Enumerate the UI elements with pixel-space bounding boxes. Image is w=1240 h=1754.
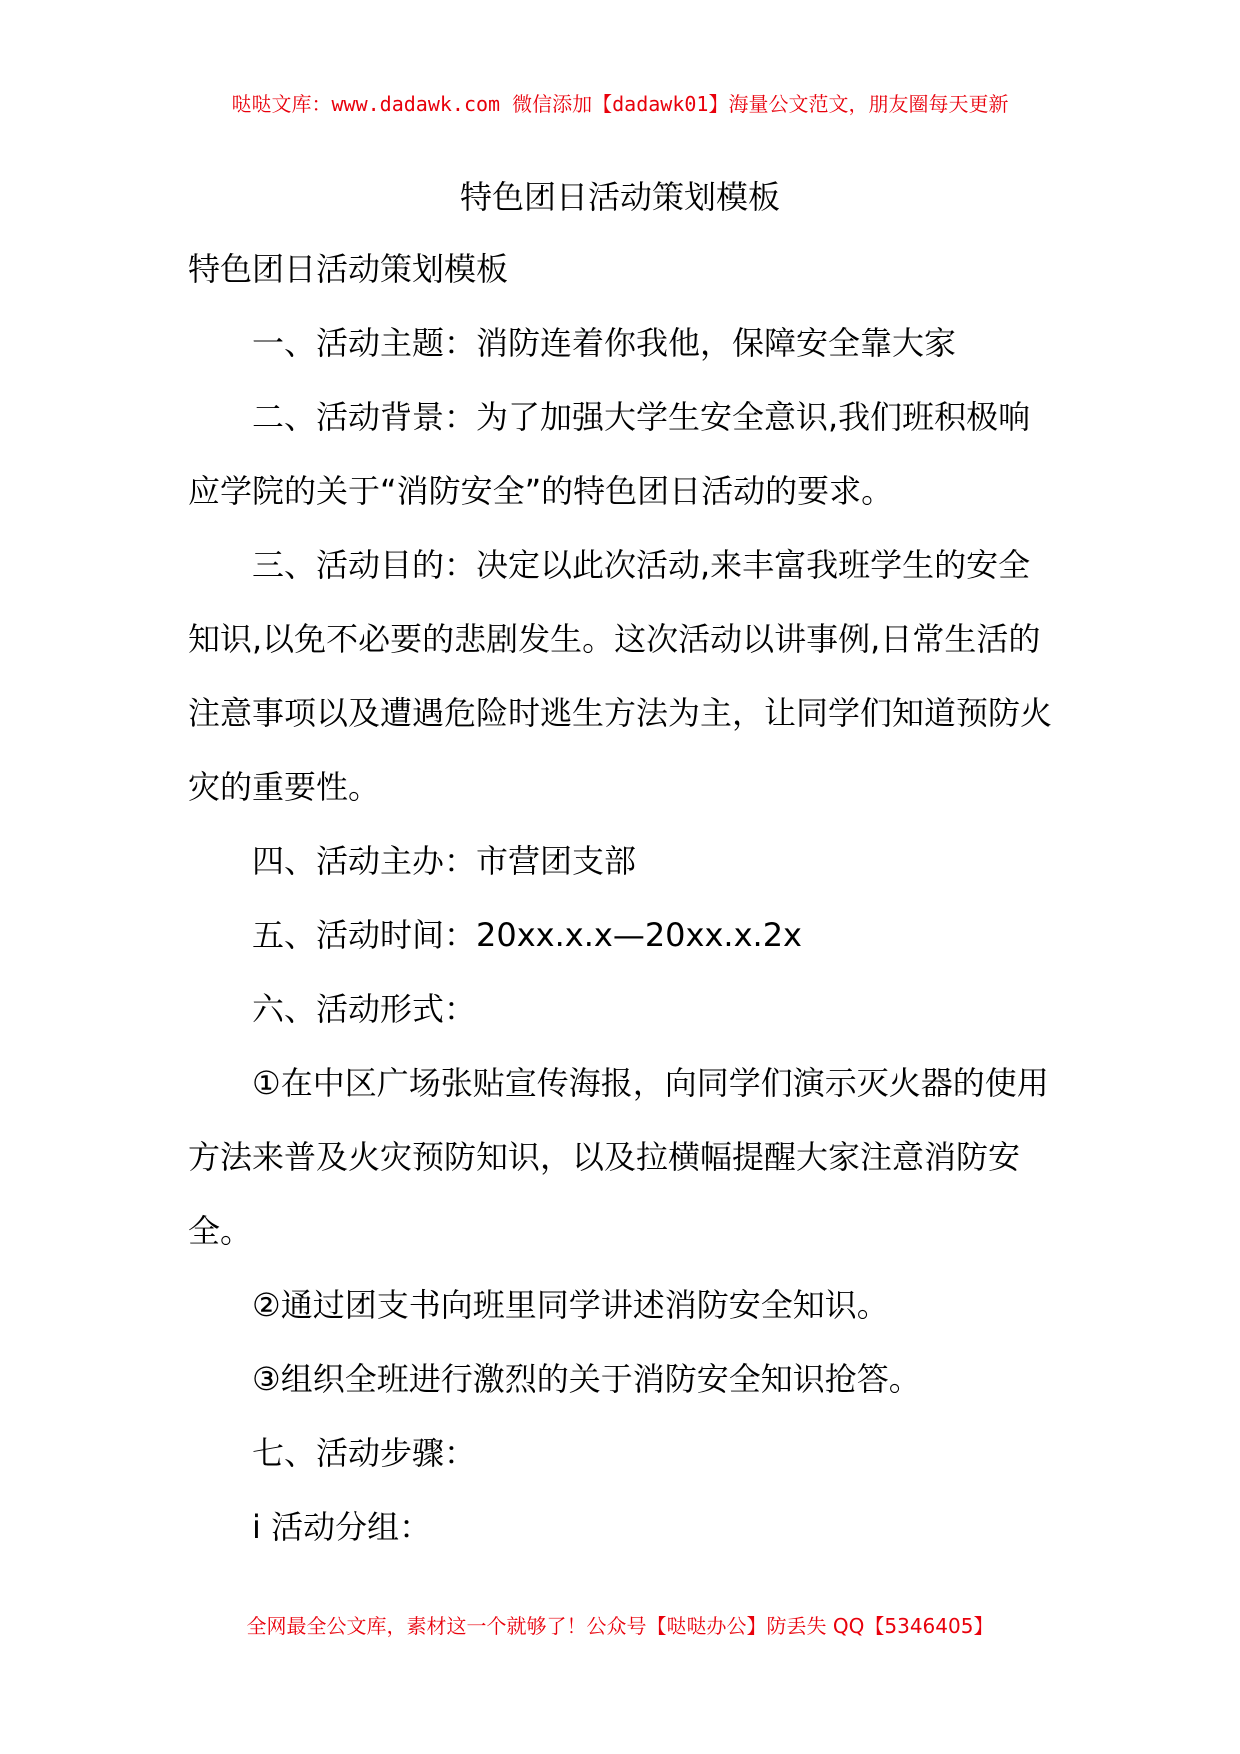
paragraph-purpose: 三、活动目的：决定以此次活动,来丰富我班学生的安全知识,以免不必要的悲剧发生。这次活动以讲事例,日常生活的注意事项以及遭遇危险时逃生方法为主，让同学们知道预防火灾的重要性。 [188, 546, 1053, 806]
paragraph-background: 二、活动背景：为了加强大学生安全意识,我们班积极响应学院的关于“消防安全”的特色团日活动的要求。 [188, 398, 1031, 510]
paragraph-organizer: 四、活动主办：市营团支部 [252, 842, 637, 880]
paragraph-theme: 一、活动主题：消防连着你我他，保障安全靠大家 [252, 324, 957, 362]
paragraph-format-item-2: ②通过团支书向班里同学讲述消防安全知识。 [252, 1286, 889, 1324]
footer-banner: 全网最全公文库，素材这一个就够了！公众号【哒哒办公】防丢失 QQ【5346405】 [246, 1614, 994, 1638]
document-body [188, 232, 1058, 1564]
paragraph-steps-heading: 七、活动步骤： [252, 1434, 477, 1472]
document-title: 特色团日活动策划模板 [459, 178, 780, 216]
paragraph-format-item-3: ③组织全班进行激烈的关于消防安全知识抢答。 [252, 1360, 921, 1398]
paragraph-format-heading: 六、活动形式： [252, 990, 477, 1028]
paragraph-subtitle: 特色团日活动策划模板 [188, 250, 509, 288]
paragraph-steps-grouping: i 活动分组： [252, 1508, 432, 1546]
paragraph-format-item-1: ①在中区广场张贴宣传海报，向同学们演示灭火器的使用方法来普及火灾预防知识，以及拉横幅提醒大家注意消防安全。 [188, 1064, 1049, 1250]
header-banner: 哒哒文库：www.dadawk.com 微信添加【dadawk01】海量公文范文，朋友圈每天更新 [231, 92, 1009, 116]
paragraph-time: 五、活动时间：20xx.x.x—20xx.x.2x [252, 916, 802, 954]
